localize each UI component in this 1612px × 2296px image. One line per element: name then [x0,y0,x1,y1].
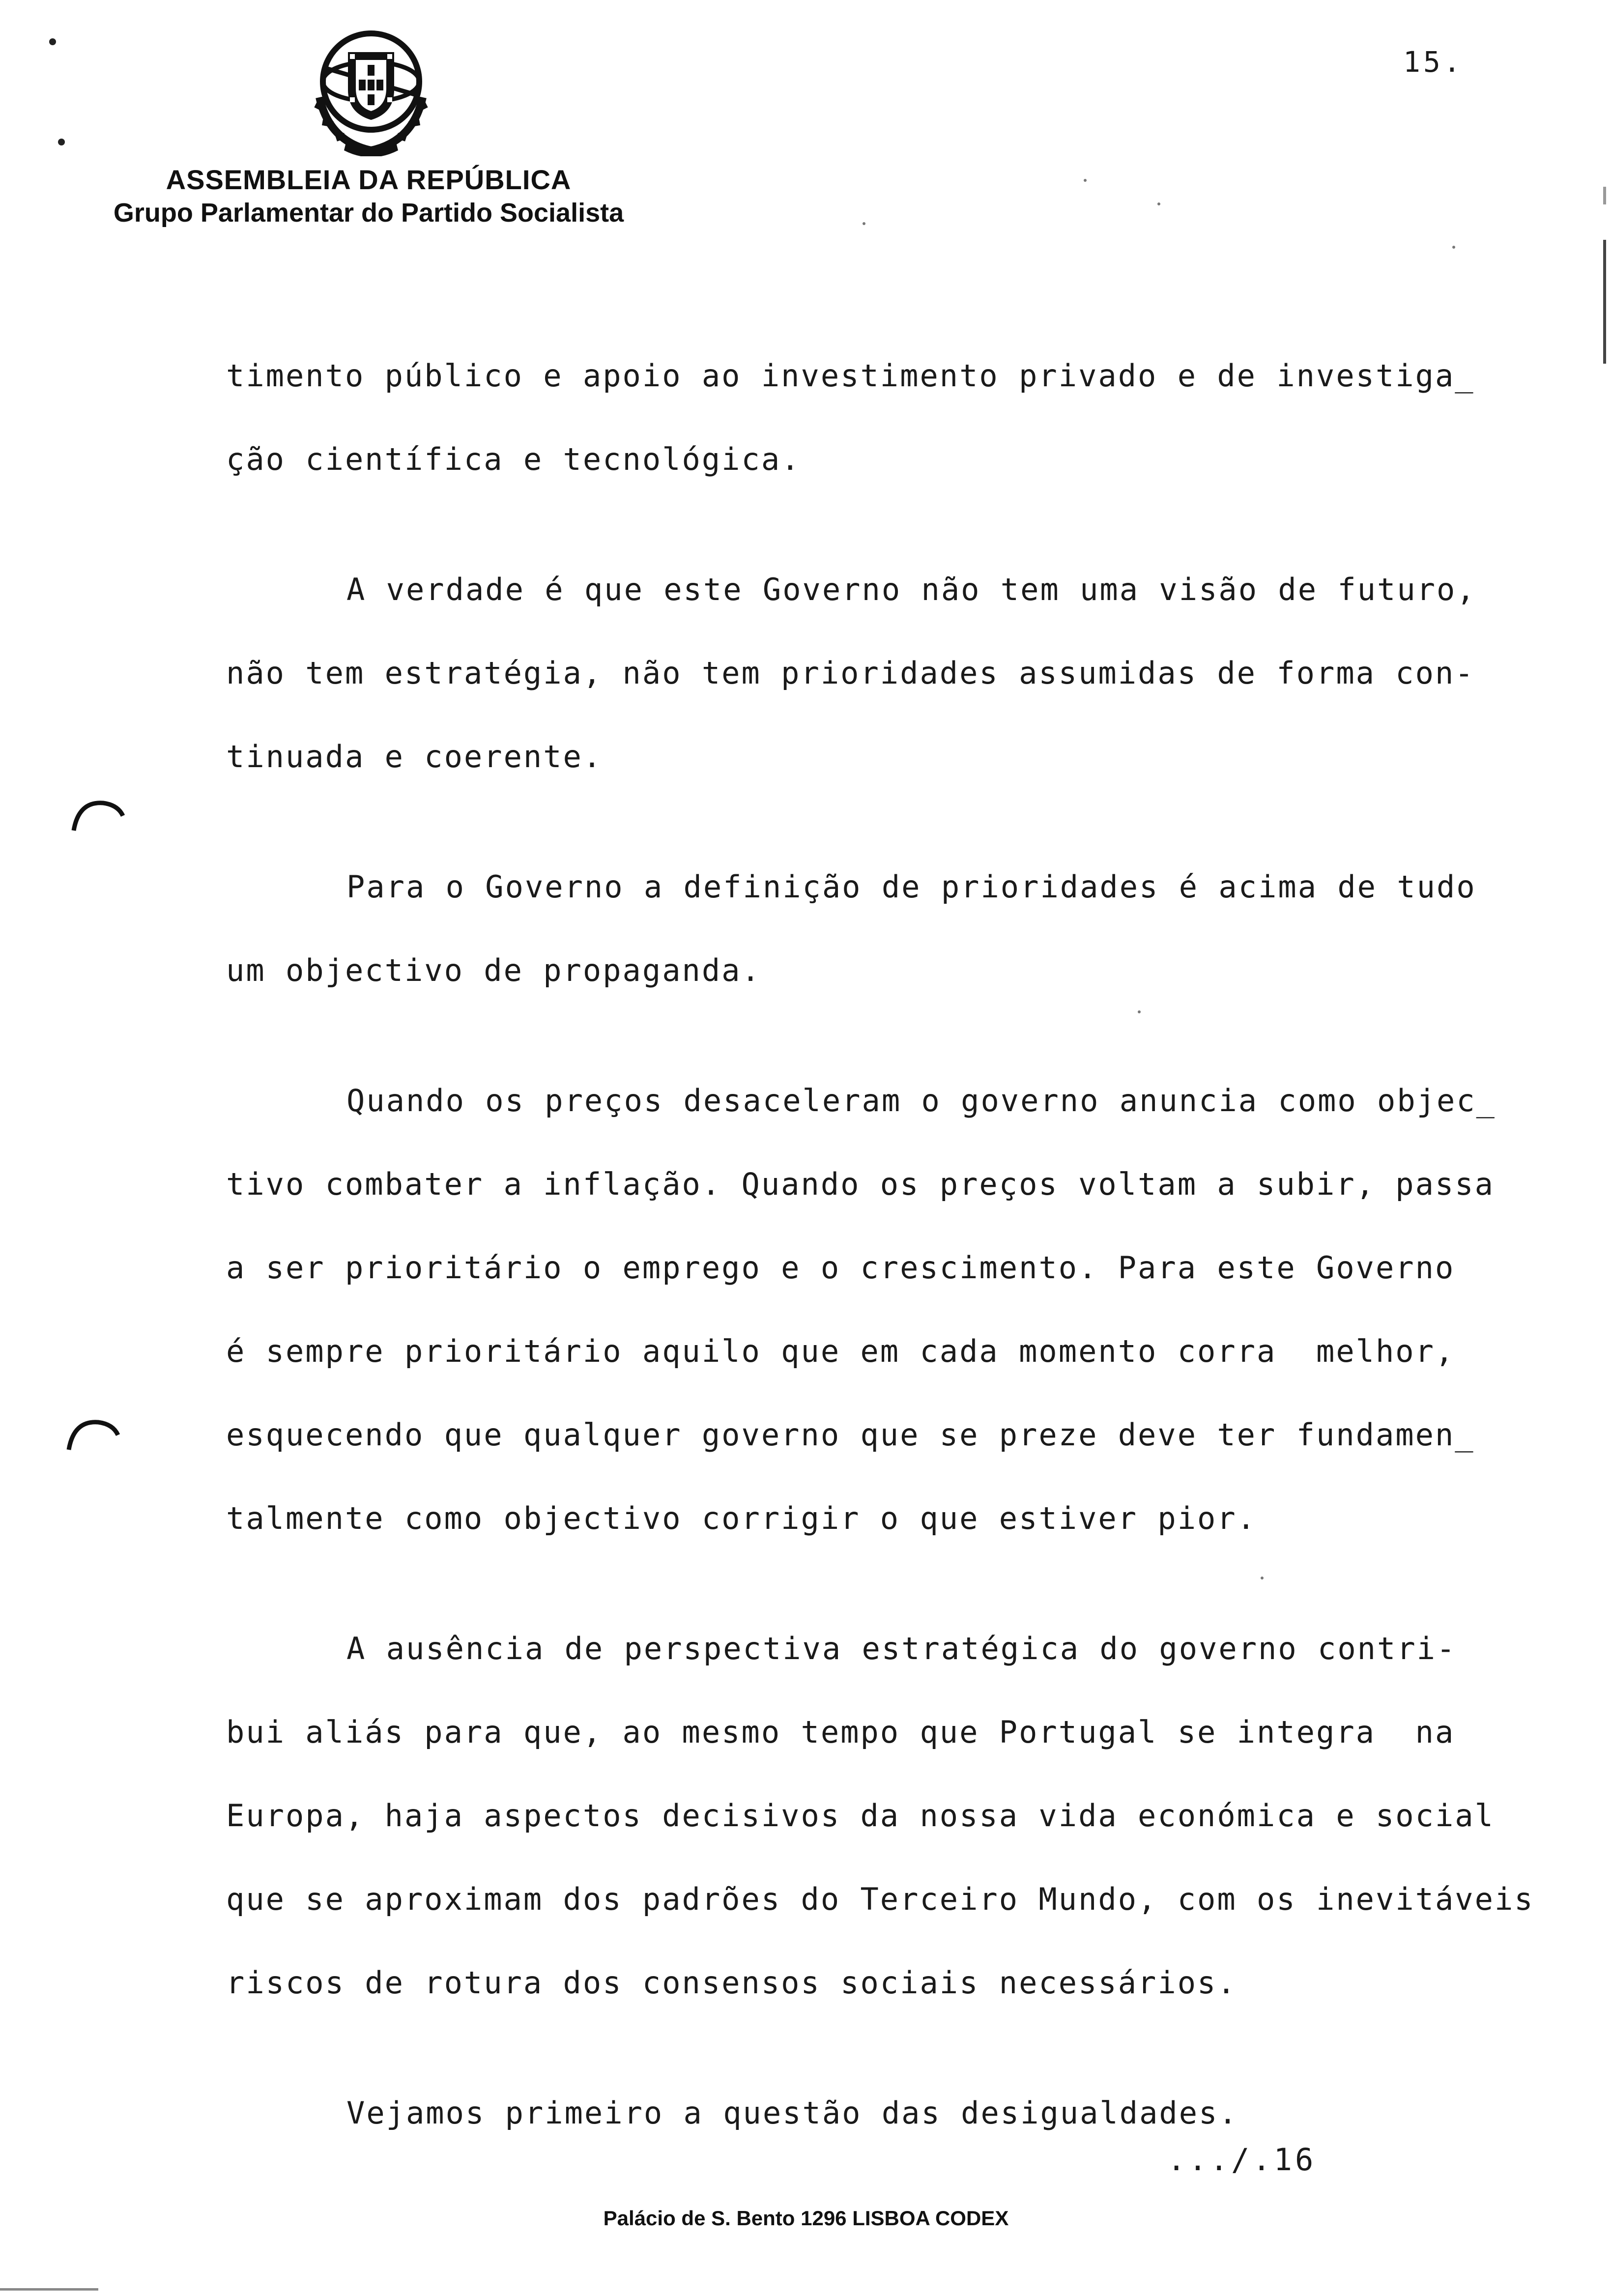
text-line: riscos de rotura dos consensos sociais necessários. [226,1965,1237,2001]
text-line: ção científica e tecnológica. [226,441,801,477]
footer-address: Palácio de S. Bento 1296 LISBOA CODEX [603,2207,1009,2230]
scan-speck [1138,1010,1141,1013]
paragraph [226,1607,1534,2025]
scan-mark [58,139,65,145]
letterhead [74,163,663,229]
paragraph [226,334,1504,501]
continuation-marker: .../.16 [1167,2142,1317,2178]
text-line: a ser prioritário o emprego e o crescimento. Para este Governo [226,1250,1455,1286]
text-line: Europa, haja aspectos decisivos da nossa vida económica e social [226,1798,1495,1834]
paragraph [226,548,1504,799]
text-line: Quando os preços desaceleram o governo anuncia como objec_ [346,1083,1496,1119]
text-line: não tem estratégia, não tem prioridades assumidas de forma con- [226,655,1475,691]
institution-name: ASSEMBLEIA DA REPÚBLICA [166,164,572,195]
scan-speck [1084,179,1087,182]
text-line: um objectivo de propaganda. [226,952,761,988]
parliamentary-group-name: Grupo Parlamentar do Partido Socialista [113,198,624,228]
text-line: A ausência de perspectiva estratégica do governo contri- [346,1631,1457,1666]
text-line: timento público e apoio ao investimento privado e de investiga_ [226,358,1475,394]
scan-speck [1261,1577,1264,1579]
text-line: tinuada e coerente. [226,739,603,775]
text-line: é sempre prioritário aquilo que em cada momento corra melhor, [226,1333,1455,1369]
text-line: talmente como objectivo corrigir o que estiver pior. [226,1500,1257,1536]
body-text [226,334,1534,2202]
scan-speck [1157,202,1160,205]
scan-mark [49,38,56,45]
scan-edge [1603,187,1606,364]
text-line: A verdade é que este Governo não tem uma visão de futuro, [346,572,1476,607]
text-line: que se aproximam dos padrões do Terceiro Mundo, com os inevitáveis [226,1881,1534,1917]
text-line: bui aliás para que, ao mesmo tempo que Portugal se integra na [226,1714,1455,1750]
paragraph [226,845,1504,1012]
text-line: esquecendo que qualquer governo que se preze deve ter fundamen_ [226,1417,1475,1453]
paragraph [226,1059,1504,1560]
text-line: Para o Governo a definição de prioridades é acima de tudo [346,869,1476,905]
portuguese-coat-of-arms-icon [305,24,437,156]
text-line: Vejamos primeiro a questão das desigualdades. [346,2095,1238,2131]
binder-hole-mark [69,796,128,835]
page-number: 15. [1403,45,1464,79]
text-line: tivo combater a inflação. Quando os preços voltam a subir, passa [226,1166,1495,1202]
binder-hole-mark [64,1415,123,1455]
scan-speck [863,222,865,225]
scan-edge [0,2288,98,2291]
scan-speck [1452,246,1455,249]
